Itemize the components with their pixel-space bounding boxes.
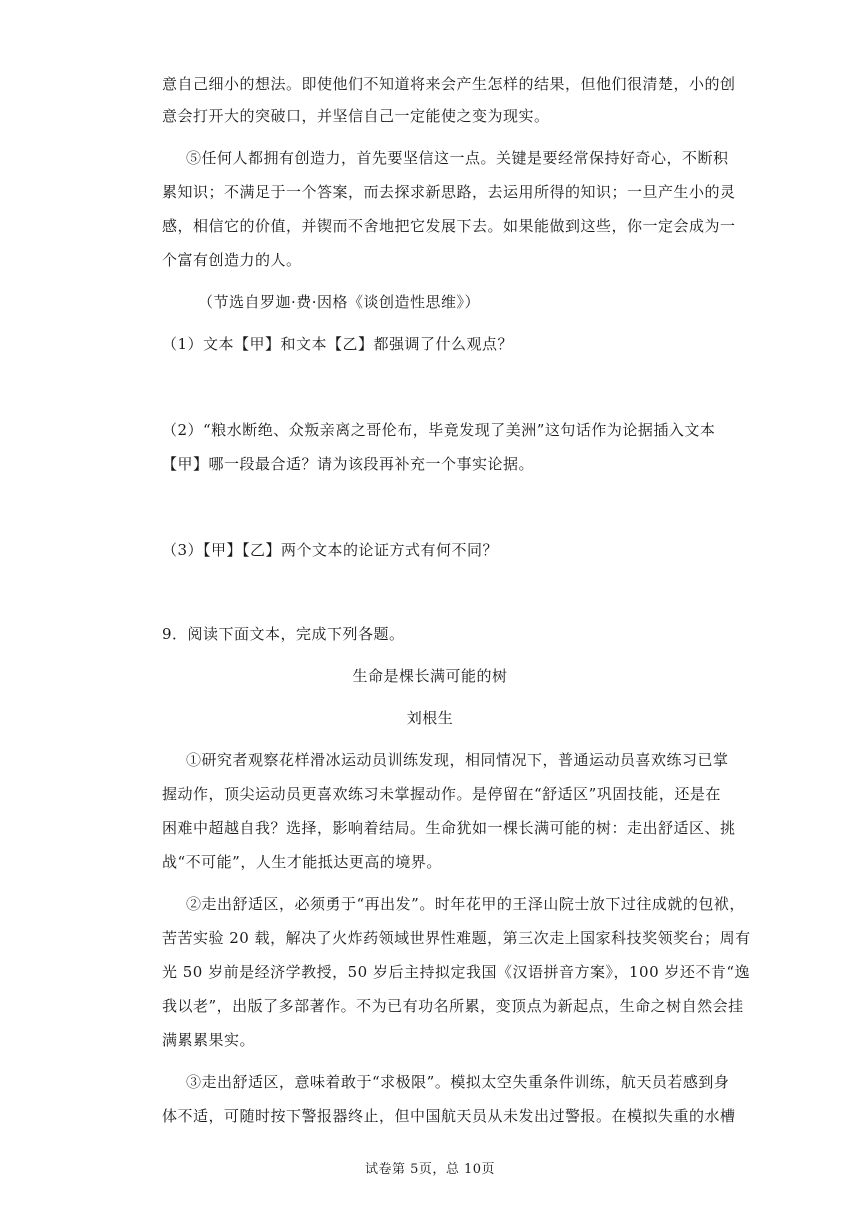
passage-line: 意自己细小的想法。即使他们不知道将来会产生怎样的结果，但他们很清楚，小的创: [162, 75, 736, 93]
paragraph-2-line: 我以老”，出版了多部著作。不为已有功名所累，变顶点为新起点，生命之树自然会挂: [162, 997, 744, 1015]
section-9-heading: 9．阅读下面文本，完成下列各题。: [162, 625, 405, 643]
passage-line: 意会打开大的突破口，并坚信自己一定能使之变为现实。: [162, 107, 550, 125]
paragraph-2-line: 苦苦实验 20 载，解决了火炸药领域世界性难题，第三次走上国家科技奖领奖台；周有: [162, 929, 751, 947]
paragraph-2-line: 光 50 岁前是经济学教授，50 岁后主持拟定我国《汉语拼音方案》，100 岁还不肯“逸: [162, 963, 751, 981]
paragraph-1-line: ①研究者观察花样滑冰运动员训练发现，相同情况下，普通运动员喜欢练习已掌: [186, 751, 729, 769]
paragraph-5-line: 个富有创造力的人。: [162, 251, 302, 269]
paragraph-2-line: ②走出舒适区，必须勇于“再出发”。时年花甲的王泽山院士放下过往成就的包袱，: [186, 895, 745, 913]
paragraph-5-line: 累知识；不满足于一个答案，而去探求新思路，去运用所得的知识；一旦产生小的灵: [162, 183, 736, 201]
page-footer: 试卷第 5页，总 10页: [364, 1162, 496, 1177]
paragraph-3-line: 体不适，可随时按下警报器终止，但中国航天员从未发出过警报。在模拟失重的水槽: [162, 1107, 736, 1125]
paragraph-1-line: 战“不可能”，人生才能抵达更高的境界。: [162, 853, 442, 871]
paragraph-2-line: 满累累果实。: [162, 1031, 256, 1049]
question-2: 【甲】哪一段最合适？请为该段再补充一个事实论据。: [162, 455, 535, 473]
paragraph-5-line: ⑤任何人都拥有创造力，首先要坚信这一点。关键是要经常保持好奇心，不断积: [186, 149, 729, 167]
paragraph-3-line: ③走出舒适区，意味着敢于“求极限”。模拟太空失重条件训练，航天员若感到身: [186, 1073, 730, 1091]
paragraph-5-line: 感，相信它的价值，并锲而不舍地把它发展下去。如果能做到这些，你一定会成为一: [162, 217, 736, 235]
question-1: （1）文本【甲】和文本【乙】都强调了什么观点？: [162, 335, 514, 353]
article-title: 生命是棵长满可能的树: [352, 667, 508, 685]
paragraph-1-line: 握动作，顶尖运动员更喜欢练习未掌握动作。是停留在“舒适区”巩固技能，还是在: [162, 785, 721, 803]
source-note: （节选自罗迦·费·因格《谈创造性思维》）: [198, 293, 481, 311]
article-author: 刘根生: [406, 709, 454, 727]
paragraph-1-line: 困难中超越自我？选择，影响着结局。生命犹如一棵长满可能的树：走出舒适区、挑: [162, 819, 736, 837]
question-2: （2）“粮水断绝、众叛亲离之哥伦布，毕竟发现了美洲”这句话作为论据插入文本: [162, 421, 716, 439]
question-3: （3）【甲】【乙】两个文本的论证方式有何不同？: [162, 541, 499, 559]
